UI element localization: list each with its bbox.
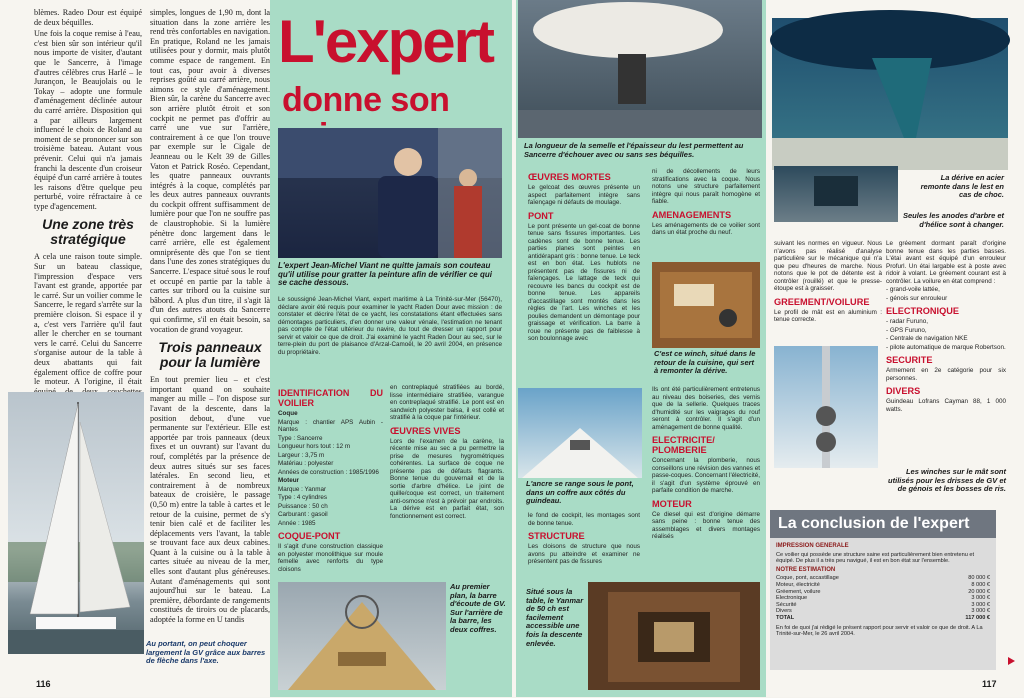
moteur-line-2: Type : 4 cylindres: [278, 494, 327, 501]
electronique-4: - pilote automatique de marque Robertson.: [886, 343, 1006, 351]
est-label: TOTAL: [776, 614, 795, 621]
caption-deck: Au premier plan, la barre d'écoute de GV. Sur l'arrière de la barre, les deux coffres.: [450, 582, 506, 634]
structure-continued: ni de décollements de leurs stratifications avec la coque. Nous notons une structure parfaitement intègre qui nous paraît homogène et fiable.: [652, 168, 760, 205]
photo-mast: [774, 346, 878, 468]
id-line-5: Matériau : polyester: [278, 460, 334, 467]
label-coque: Coque: [278, 410, 298, 417]
heading-greement: GREEMENT/VOILURE: [774, 296, 870, 307]
pont-text: Le pont présente un gel-coat de bonne tenue sans fissures importantes. Les cadènes sont de bonne tenue. Les parties planes sont peintes en antidérapant gris : bonne tenue. Le teck est en bon état. Les hublots ne présentent pas de fissures ni de faïençages. Le lattage de teck qui recouvre les bancs du cockpit est de bonne tenue. Les appareils d'accastillage sont montés dans les règles de l'art. Les winches et les poulies demandent un démontage pour graissage et vérification. La barre à roue ne présente pas de faiblesse à son boulonnage avec: [528, 222, 640, 342]
caption-centerboard: La dérive en acier remonte dans le lest en cas de choc.: [920, 173, 1004, 200]
col1-paragraph-2: Une fois la coque remise à l'eau, c'est bien sûr son intérieur qu'il nous importe de visiter, d'autant que le Sancerre, à l'image d'autres célèbres crus Harlé – le Jurançon, le Beaujolais ou le Tokay – adopte une formule d'aménagement déclinée autour du carré arrière. Disposition qui a par ailleurs largement influencé le choix de Roland au moment de se prononcer sur son troisième bateau. Autant vous prévenir. Celui qui n'a jamais franchi la descente d'un croiseur équipé d'un carré arrière à toutes les raisons d'être quelque peu perturbé, voire réfractaire à ce type d'agencement.: [34, 29, 142, 211]
photo-sailboat: [8, 392, 144, 654]
est-value: 3 000 €: [971, 595, 990, 602]
caption-sail: Au portant, on peut choquer largement la GV grâce aux barres de flèche dans l'axe.: [146, 639, 266, 666]
heading-structure: STRUCTURE: [528, 531, 585, 541]
est-value: 3 000 €: [971, 601, 990, 608]
est-value: 80 000 €: [968, 575, 990, 582]
caption-winches: Les winches sur le mât sont utilisés pour les drisses de GV et de génois et les bosses de ris.: [888, 467, 1006, 494]
est-value: 3 000 €: [971, 608, 990, 615]
next-page-arrow-icon: [1008, 657, 1015, 665]
conclusion-heading: La conclusion de l'expert: [770, 510, 996, 538]
report-column-1: [528, 168, 640, 398]
photo-keel: [518, 0, 762, 138]
heading-identification: IDENTIFICATION DU VOILIER: [278, 388, 383, 408]
article-column-2: [150, 8, 270, 653]
moteur-line-3: Puissance : 50 ch: [278, 502, 328, 510]
title-line-2: donne son: [282, 81, 450, 119]
est-value: 20 000 €: [968, 588, 990, 595]
heading-pont: PONT: [528, 210, 554, 221]
divers-text: Guindeau Lofrans Cayman 88, 1 000 watts.: [886, 398, 1006, 413]
voilure-1: - grand-voile lattée,: [886, 286, 940, 293]
est-label: Coque, pont, accastillage: [776, 575, 839, 582]
moteur-line-1: Marque : Yanmar: [278, 485, 327, 493]
greement-text: Le profil de mât est en aluminium : tenue correcte.: [774, 308, 882, 323]
est-label: Sécurité: [776, 601, 797, 608]
conclusion-closing: En foi de quoi j'ai rédigé le présent rapport pour servir et valoir ce que de droit. A La Trinité-sur-Mer, le 26 avril 2004.: [776, 624, 983, 638]
amenagements-continued: Ils ont été particulièrement entretenus au niveau des boiseries, des vernis que de la sellerie. Quelques traces d'humidité sur les vaigrages du rouf seront à contrôler. Il s'agit d'un aménagement de bonne qualité.: [652, 386, 760, 431]
structure-text: Les cloisons de structure que nous avons pu atteindre et examiner ne présentent pas de fissures: [528, 543, 640, 565]
id-line-1: Marque : chantier APS Aubin - Nantes: [278, 418, 383, 433]
est-value: 8 000 €: [971, 581, 990, 588]
moteur-line-4: Carburant : gasoil: [278, 511, 328, 518]
voilure-2: - génois sur enrouleur: [886, 294, 948, 302]
photo-galley: [652, 262, 760, 348]
electronique-2: - GPS Furuno,: [886, 326, 927, 334]
estimation-total: [776, 615, 990, 622]
intro-text: [278, 296, 502, 384]
caption-anodes: Seules les anodes d'arbre et d'hélice sont à changer.: [903, 211, 1004, 229]
moteur-text: Ce diesel qui est d'origine démarre sans peine : bonne tenue des assemblages et divers montages réalisés: [652, 510, 760, 540]
col2-paragraph-2: En tout premier lieu – et c'est important quand on souhaite manger au mille – l'on dispose sur l'avant de la descente, dans la position debout, d'une vue permanente sur l'extérieur. Elle est apportée par trois panneaux (deux fixes et un ouvrant) sur l'avant du rouf, complétés par la présence de deux autres situés sur ses faces latérales. En second lieu, et contrairement à de nombreux bateaux de croisière, le passage (0,50 m) entre la table à cartes et le retour de la cuisine, permet de s'y tenir bien calé et de faciliter les déplacements vers l'avant, la table se trouvant face aux deux cabines. Quant à la cuisine ou à la table à cartes située au niveau de la mer, elles sont d'autant plus généreuses. Autant d'aménagements qui sont aujourd'hui sur le bateau. La première, débordante de rangements constitués de tiroirs ou de placards, adoptée la forme en U tandis: [150, 375, 270, 625]
heading-electricite: ELECTRICITE/ PLOMBERIE: [652, 435, 715, 455]
col1-paragraph-1: blèmes. Radeo Dour est équipé de deux béquilles.: [34, 8, 142, 27]
moteur-line-5: Année : 1985: [278, 519, 316, 527]
heading-electronique: ELECTRONIQUE: [886, 306, 959, 316]
label-moteur: Moteur: [278, 477, 299, 484]
oeuvres-mortes-text: Le gelcoat des œuvres présente un aspect parfaitement intègre sans faïençage ni défauts de moulage.: [528, 184, 640, 206]
col2-paragraph-1: simples, longues de 1,90 m, dont la situation dans la zone arrière les rend très confortables en navigation. En pratique, Roland ne les jamais utilisées pour y dormir, mais plutôt comme espace de rangement. En tout cas, pour avoir à diverses reprises goûté au carré arrière, nous aimons ce style d'aménagement. Bien sûr, la carène du Sancerre avec son arrière plutôt étroit et son cockpit ne permet pas d'offrir au carré une vue sur l'arrière, contrairement à ce que l'on trouve par exemple sur le Cigale de Jeanneau ou le Kelt 39 de Gilles Vaton et Patrick Roséo. Cependant, les quatre panneaux ouvrants intégrés à la coque, complétés par les deux autres panneaux ouvrants du cockpit offrent suffisamment de lumière pour que l'on ne souffre pas de claustrophobie. Si la lumière pénètre donc largement dans le carré arrière, elle est également omniprésente dès que l'on se tient dans l'une des zones stratégiques du Sancerre. L'espace situé sous le rouf et occupé en partie par la table à cartes sur tribord ou la cuisine sur bâbord. A plus d'un titre, il s'agit là d'un des autres atouts du Sancerre qui confirme, s'il en était besoin, sa vocation de grand voyageur.: [150, 8, 270, 334]
page-number-right: 117: [982, 679, 997, 689]
est-label: Gréement, voilure: [776, 588, 821, 595]
heading-divers: DIVERS: [886, 386, 921, 396]
electricite-text: Concernant la plomberie, nous conseillons une révision des vannes et passe-coques. Concernant l'électricité, il s'agit d'un système éprouvé en parfaite condition de marche.: [652, 457, 760, 494]
heading-moteur: MOTEUR: [652, 498, 692, 509]
conclusion-box: [770, 538, 996, 670]
id-line-6: Années de construction : 1985/1996: [278, 468, 379, 476]
page-number-left: 116: [36, 679, 51, 689]
est-label: Electronique: [776, 595, 808, 602]
estimation-row: [776, 608, 990, 615]
securite-text: Armement en 2e catégorie pour six personnes.: [886, 367, 1006, 382]
estimation-row: [776, 575, 990, 582]
photo-anchor: [518, 388, 642, 478]
pont-continued: le fond de cockpit, les montages sont de bonne tenue.: [528, 512, 640, 527]
mid-column: [390, 384, 504, 579]
title-line-1: L'expert: [278, 8, 494, 75]
subheading-zone-strategique: Une zone très stratégique: [42, 216, 134, 248]
caption-expert: L'expert Jean-Michel Viant ne quitte jamais son couteau qu'il utilise pour gratter la peinture afin de vérifier ce qui se cache dessous.: [278, 261, 492, 288]
amenagements-text: Les aménagements de ce voilier sont dans un état proche du neuf.: [652, 221, 760, 236]
report-column-2: [652, 168, 760, 236]
coque-pont-text: Il s'agit d'une construction classique en polyester monolithique sur moule femelle avec renforts du type cloisons: [278, 543, 383, 573]
photo-expert: [278, 128, 502, 258]
heading-coque-pont: COQUE-PONT: [278, 531, 341, 541]
report-column-2b: [652, 386, 760, 582]
id-line-3: Longueur hors tout : 12 m: [278, 443, 351, 450]
caption-engine: Situé sous la table, le Yanmar de 50 ch est facilement accessible une fois la descente enlevée.: [526, 587, 584, 648]
intro-paragraph: Le soussigné Jean-Michel Viant, expert maritime à La Trinité-sur-Mer (56470), déclare avoir été requis pour examiner le yacht Raden Dour avec mission : de constater et décrire l'état de ce yacht, les constatations étant effectuées sans démontages particuliers, d'en donner une valeur vénale, l'estimation ne tenant pas compte de l'état ultérieur du navire, du tout de dresser un rapport pour servir et valoir ce que de droit. J'ai examiné le yacht Raden Dour au sec, sur le terre-plein du port de plaisance d'Arzal-Camoël, le 20 avril 2004, en présence du propriétaire.: [278, 296, 502, 356]
photo-deck: [278, 582, 446, 690]
subheading-trois-panneaux: Trois panneaux pour la lumière: [158, 339, 262, 371]
est-label: Moteur, électricité: [776, 581, 820, 588]
heading-oeuvres-mortes: ŒUVRES MORTES: [528, 172, 611, 182]
id-line-4: Largeur : 3,75 m: [278, 451, 325, 459]
identification-block: [278, 384, 383, 579]
impression-text: Ce voilier qui possède une structure saine est particulièrement bien entretenu et équipé. De plus il a très peu navigué, il est en bon état sur l'ensemble.: [776, 551, 975, 565]
greement-dormant: Le gréement dormant paraît d'origine bonne tenue dans les parties basses. L'étai avant est équipé d'un enrouleur Profurl. Un étai largable est à poste avec ridoir à volant. Le gréement courant est à contrôler. La voilure en état comprend :: [886, 240, 1006, 285]
heading-oeuvres-vives: ŒUVRES VIVES: [390, 425, 461, 436]
est-value: 117 000 €: [965, 614, 990, 621]
caption-keel: La longueur de la semelle et l'épaisseur du lest permettent au Sancerre d'échouer avec ou sans ses béquilles.: [524, 141, 744, 159]
photo-anodes: [774, 166, 898, 222]
id-line-2: Type : Sancerre: [278, 434, 323, 442]
estimation-row: [776, 582, 990, 589]
report-column-3: [774, 240, 882, 344]
mid-paragraph-1: en contreplaqué stratifiées au bordé, lisse intermédiaire stratifiée, varangue en contreplaqué stratifié. Le pont est en sandwich polyester balsa, il est collé et stratifié à la coque par l'intérieur.: [390, 384, 504, 421]
photo-centerboard: [772, 18, 1008, 170]
oeuvres-vives-text: Lors de l'examen de la carène, la récente mise au sec a pu permettre la prise de mesures hygrométriques cohérentes. La surface de coque ne présente pas de défauts flagrants. Bonne tenue du gouvernail et de la sortie d'arbre d'hélice. Le joint de quille/coque est correct, un traitement anti-osmose n'est à prévoir par endroits. La dérive est en parfait état, son fonctionnement est correct.: [390, 437, 504, 520]
estimation-row: [776, 595, 990, 602]
electronique-1: - radar Furuno,: [886, 318, 928, 325]
caption-anchor: L'ancre se range sous le pont, dans un coffre aux côtés du guindeau.: [526, 479, 634, 506]
photo-engine: [588, 582, 760, 690]
col1-paragraph-3: A cela une raison toute simple. Sur un bateau classique, l'impression d'espace vers l'avant est grande, apportée par le carré. Sur un voilier comme le Sancerre, le regard s'arrête sur la première cloison. Si espace il y a, c'est vers l'arrière qu'il faut aller le chercher en se tournant vers le carré. Celui du Sancerre s'organise autour de la table à deux abattants qui fait également office de coffre pour le moteur. A l'origine, il était: [34, 252, 142, 387]
est-label: Divers: [776, 608, 792, 615]
label-impression: IMPRESSION GENERALE: [776, 543, 849, 549]
caption-galley: C'est ce winch, situé dans le retour de la cuisine, qui sert à remonter la dérive.: [654, 349, 756, 376]
report-column-4: [886, 240, 1006, 470]
moteur-continued: suivant les normes en vigueur. Nous n'avons pas réalisé d'analyse particulière sur le mécanique qui n'a que peu d'heures de marche. Nous notons que le pot de détente est à contrôler (rouillé) et que le presse-étoupe est à graisser.: [774, 240, 882, 292]
estimation-row: [776, 602, 990, 609]
heading-securite: SECURITE: [886, 355, 933, 365]
heading-amenagements: AMENAGEMENTS: [652, 209, 732, 220]
left-page: [0, 0, 512, 697]
estimation-row: [776, 589, 990, 596]
electronique-3: - Centrale de navigation NKE: [886, 335, 968, 342]
label-estimation: NOTRE ESTIMATION: [776, 566, 836, 573]
report-column-1b: [528, 512, 640, 584]
